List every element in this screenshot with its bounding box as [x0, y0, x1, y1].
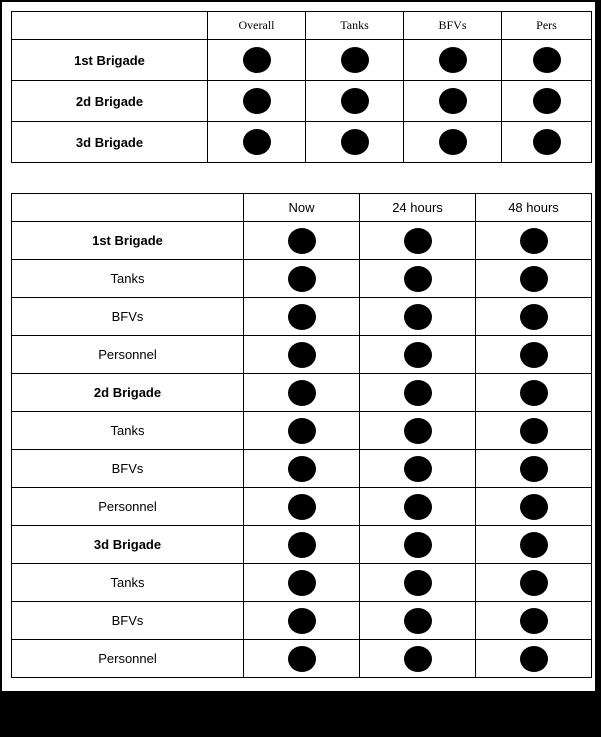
- status-dot-icon: [533, 88, 561, 114]
- row-label: 2d Brigade: [12, 374, 244, 412]
- status-cell: [244, 640, 360, 678]
- status-cell: [360, 640, 476, 678]
- status-dot-icon: [439, 129, 467, 155]
- status-cell: [476, 564, 592, 602]
- status-dot-icon: [404, 494, 432, 520]
- status-cell: [208, 122, 306, 163]
- column-header: Tanks: [306, 12, 404, 40]
- status-dot-icon: [533, 129, 561, 155]
- status-cell: [306, 122, 404, 163]
- corner-cell: [12, 194, 244, 222]
- status-dot-icon: [341, 47, 369, 73]
- status-cell: [476, 526, 592, 564]
- column-header: Overall: [208, 12, 306, 40]
- status-dot-icon: [288, 228, 316, 254]
- brigade-projection-table: [11, 193, 592, 678]
- row-label: 3d Brigade: [12, 122, 208, 163]
- table-row: [12, 450, 592, 488]
- table-row: [12, 412, 592, 450]
- row-label: Personnel: [12, 488, 244, 526]
- table-row: [12, 260, 592, 298]
- status-cell: [360, 602, 476, 640]
- table-row: [12, 564, 592, 602]
- status-dot-icon: [404, 570, 432, 596]
- status-cell: [360, 488, 476, 526]
- status-dot-icon: [288, 456, 316, 482]
- status-cell: [306, 40, 404, 81]
- column-header: Pers: [502, 12, 592, 40]
- status-dot-icon: [520, 646, 548, 672]
- table-row: [12, 526, 592, 564]
- status-cell: [244, 526, 360, 564]
- status-cell: [244, 412, 360, 450]
- status-dot-icon: [288, 266, 316, 292]
- status-cell: [244, 450, 360, 488]
- status-dot-icon: [404, 608, 432, 634]
- row-label: Personnel: [12, 640, 244, 678]
- table-row: [12, 602, 592, 640]
- status-cell: [476, 450, 592, 488]
- status-cell: [244, 336, 360, 374]
- status-cell: [360, 564, 476, 602]
- status-dot-icon: [288, 342, 316, 368]
- status-cell: [360, 412, 476, 450]
- status-dot-icon: [520, 380, 548, 406]
- status-dot-icon: [520, 228, 548, 254]
- row-label: BFVs: [12, 450, 244, 488]
- status-cell: [360, 450, 476, 488]
- status-dot-icon: [341, 129, 369, 155]
- table-row: [12, 122, 592, 163]
- status-dot-icon: [439, 88, 467, 114]
- status-dot-icon: [404, 304, 432, 330]
- status-dot-icon: [243, 47, 271, 73]
- status-cell: [476, 222, 592, 260]
- status-cell: [476, 374, 592, 412]
- status-cell: [476, 488, 592, 526]
- corner-cell: [12, 12, 208, 40]
- table-row: [12, 222, 592, 260]
- status-dot-icon: [439, 47, 467, 73]
- status-cell: [360, 374, 476, 412]
- status-cell: [244, 260, 360, 298]
- row-label: BFVs: [12, 298, 244, 336]
- row-label: 1st Brigade: [12, 40, 208, 81]
- status-dot-icon: [404, 266, 432, 292]
- status-cell: [502, 40, 592, 81]
- status-dot-icon: [404, 646, 432, 672]
- status-cell: [476, 640, 592, 678]
- status-dot-icon: [243, 88, 271, 114]
- row-label: 1st Brigade: [12, 222, 244, 260]
- status-dot-icon: [243, 129, 271, 155]
- status-cell: [208, 40, 306, 81]
- status-dot-icon: [520, 342, 548, 368]
- status-cell: [244, 488, 360, 526]
- status-dot-icon: [288, 418, 316, 444]
- table-row: [12, 488, 592, 526]
- row-label: BFVs: [12, 602, 244, 640]
- status-dot-icon: [288, 608, 316, 634]
- status-dot-icon: [520, 608, 548, 634]
- status-dot-icon: [404, 342, 432, 368]
- row-label: Tanks: [12, 412, 244, 450]
- status-dot-icon: [288, 494, 316, 520]
- status-cell: [502, 122, 592, 163]
- status-cell: [244, 298, 360, 336]
- table-row: [12, 298, 592, 336]
- status-cell: [476, 336, 592, 374]
- row-label: 3d Brigade: [12, 526, 244, 564]
- status-cell: [360, 526, 476, 564]
- row-label: Tanks: [12, 564, 244, 602]
- status-dot-icon: [288, 646, 316, 672]
- status-dot-icon: [288, 304, 316, 330]
- header-row: [12, 194, 592, 222]
- status-cell: [244, 374, 360, 412]
- status-cell: [244, 564, 360, 602]
- status-cell: [476, 602, 592, 640]
- header-row: [12, 12, 592, 40]
- status-dot-icon: [520, 494, 548, 520]
- row-label: 2d Brigade: [12, 81, 208, 122]
- status-cell: [244, 602, 360, 640]
- status-dot-icon: [288, 380, 316, 406]
- status-dot-icon: [404, 456, 432, 482]
- column-header: Now: [244, 194, 360, 222]
- status-dot-icon: [520, 570, 548, 596]
- status-cell: [476, 260, 592, 298]
- status-dot-icon: [404, 418, 432, 444]
- status-cell: [404, 40, 502, 81]
- status-dot-icon: [404, 532, 432, 558]
- column-header: BFVs: [404, 12, 502, 40]
- row-label: Tanks: [12, 260, 244, 298]
- status-dot-icon: [288, 570, 316, 596]
- table-row: [12, 374, 592, 412]
- status-dot-icon: [341, 88, 369, 114]
- status-cell: [360, 298, 476, 336]
- status-dot-icon: [520, 304, 548, 330]
- status-cell: [208, 81, 306, 122]
- status-cell: [244, 222, 360, 260]
- status-dot-icon: [288, 532, 316, 558]
- status-cell: [360, 260, 476, 298]
- row-label: Personnel: [12, 336, 244, 374]
- table-row: [12, 336, 592, 374]
- status-cell: [404, 81, 502, 122]
- status-dot-icon: [404, 228, 432, 254]
- table-row: [12, 640, 592, 678]
- status-cell: [360, 222, 476, 260]
- status-dot-icon: [520, 418, 548, 444]
- status-dot-icon: [520, 266, 548, 292]
- brigade-summary-table: [11, 11, 592, 163]
- status-cell: [306, 81, 404, 122]
- status-dot-icon: [404, 380, 432, 406]
- status-cell: [360, 336, 476, 374]
- status-cell: [476, 412, 592, 450]
- table-row: [12, 81, 592, 122]
- bottom-bar: [0, 697, 601, 737]
- status-cell: [404, 122, 502, 163]
- status-cell: [502, 81, 592, 122]
- status-dot-icon: [520, 532, 548, 558]
- status-cell: [476, 298, 592, 336]
- status-dot-icon: [533, 47, 561, 73]
- column-header: 48 hours: [476, 194, 592, 222]
- column-header: 24 hours: [360, 194, 476, 222]
- status-dot-icon: [520, 456, 548, 482]
- table-row: [12, 40, 592, 81]
